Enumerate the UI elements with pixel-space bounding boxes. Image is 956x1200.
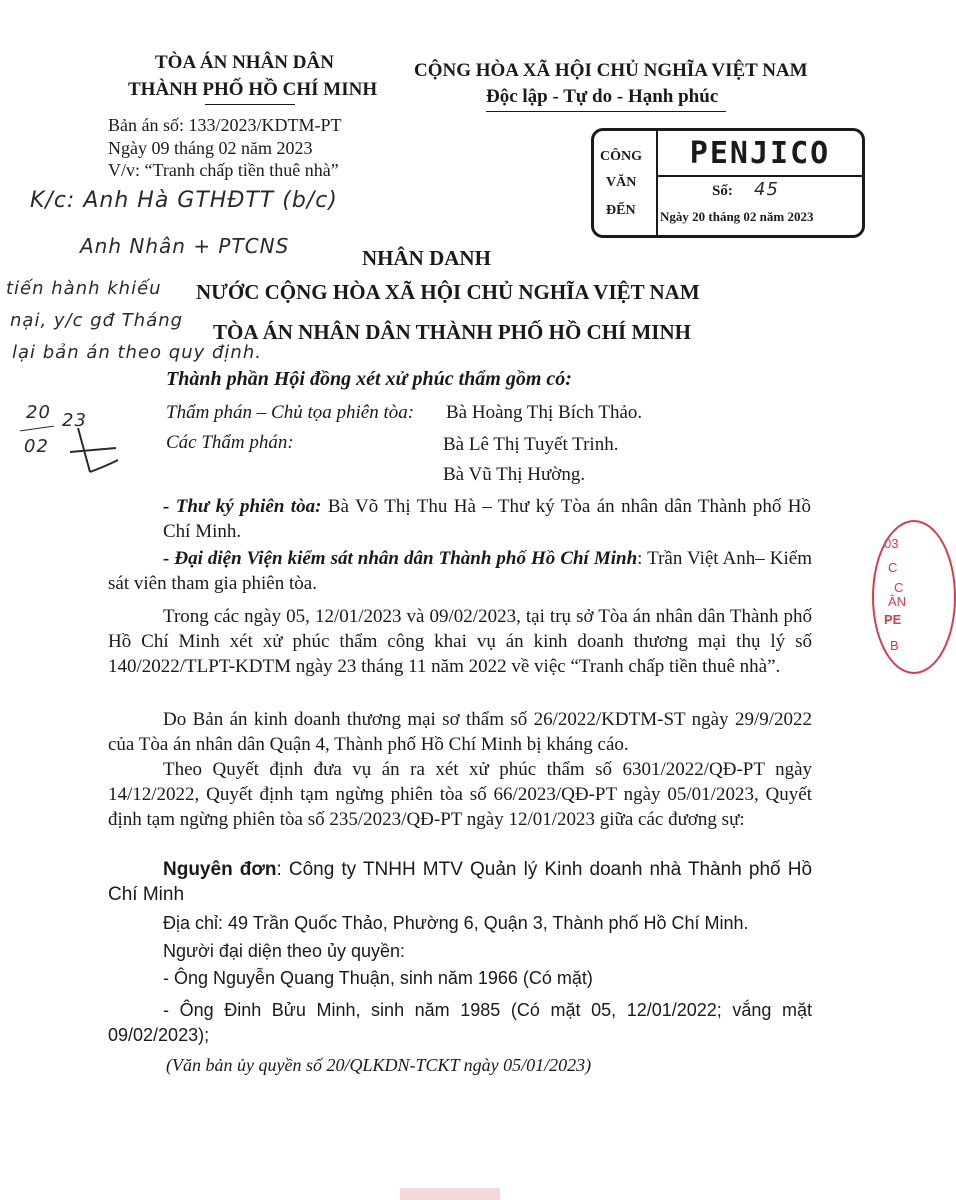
stamp-label-cong: CÔNG xyxy=(600,149,642,164)
procuracy-label: - Đại diện Viện kiểm sát nhân dân Thành phố Hồ Chí Minh xyxy=(163,548,638,569)
stamp-number-label: Số: xyxy=(712,183,733,199)
presiding-judge-name: Bà Hoàng Thị Bích Thảo. xyxy=(446,402,643,423)
red-seal-text-2: C xyxy=(888,560,898,575)
procuracy-paragraph xyxy=(108,546,812,596)
title-nhan-danh: NHÂN DANH xyxy=(362,246,491,270)
handwritten-date-divider xyxy=(20,426,54,432)
penjico-logo: PENJICO xyxy=(658,131,862,177)
handwritten-date-month: 02 xyxy=(24,436,49,457)
republic-name: CỘNG HÒA XÃ HỘI CHỦ NGHĨA VIỆT NAM xyxy=(414,60,808,81)
incoming-document-stamp xyxy=(591,128,865,238)
judges-label: Các Thẩm phán: xyxy=(166,432,294,453)
stamp-number-value: 45 xyxy=(754,179,779,200)
handwritten-date-year: 23 xyxy=(62,410,87,431)
representative-2: - Ông Đinh Bửu Minh, sinh năm 1985 (Có mặt 05, 12/01/2022; vắng mặt 09/02/2023); xyxy=(108,1000,812,1045)
stamp-label-column xyxy=(594,131,658,235)
court-name-line2: THÀNH PHỐ HỒ CHÍ MINH xyxy=(128,79,378,100)
red-seal-text-5: PE xyxy=(884,612,902,627)
judgment-date: Ngày 09 tháng 02 năm 2023 xyxy=(108,138,313,158)
handwritten-note-line5: lại bản án theo quy định. xyxy=(12,342,262,363)
procuracy-text: : Trần Việt Anh– Kiểm sát viên tham gia phiên tòa. xyxy=(108,548,812,594)
handwritten-date-day: 20 xyxy=(26,402,51,423)
panel-heading: Thành phần Hội đồng xét xử phúc thẩm gồm có: xyxy=(166,368,572,390)
bottom-edge-mark xyxy=(400,1188,500,1200)
handwritten-note-line3: tiến hành khiếu xyxy=(6,278,162,299)
title-republic: NƯỚC CỘNG HÒA XÃ HỘI CHỦ NGHĨA VIỆT NAM xyxy=(196,280,700,304)
motto-underline xyxy=(486,111,726,112)
handwritten-note-line4: nại, y/c gđ Tháng xyxy=(10,310,184,331)
red-seal-text-3: C xyxy=(894,580,904,595)
court-name-line1: TÒA ÁN NHÂN DÂN xyxy=(155,52,334,73)
red-seal-text-4: ÂN xyxy=(888,594,907,609)
stamp-label-den: ĐẾN xyxy=(606,203,636,218)
stamp-received-date: Ngày 20 tháng 02 năm 2023 xyxy=(660,209,814,224)
clerk-paragraph xyxy=(163,494,811,544)
judgment-subject: V/v: “Tranh chấp tiền thuê nhà” xyxy=(108,160,339,180)
representative-heading: Người đại diện theo ủy quyền: xyxy=(163,941,406,961)
plaintiff-address: Địa chỉ: 49 Trần Quốc Thảo, Phường 6, Quận 3, Thành phố Hồ Chí Minh. xyxy=(163,913,749,933)
clerk-label: - Thư ký phiên tòa: xyxy=(163,496,322,517)
court-name-underline xyxy=(205,104,295,105)
appeal-paragraph: Do Bản án kinh doanh thương mại sơ thẩm số 26/2022/KDTM-ST ngày 29/9/2022 của Tòa án nhân dân Quận 4, Thành phố Hồ Chí Minh bị kháng cáo. xyxy=(108,709,812,755)
clerk-text: Bà Võ Thị Thu Hà – Thư ký Tòa án nhân dân Thành phố Hồ Chí Minh. xyxy=(163,496,811,542)
decision-paragraph: Theo Quyết định đưa vụ án ra xét xử phúc thẩm số 6301/2022/QĐ-PT ngày 14/12/2022, Quyết định tạm ngừng phiên tòa số 66/2023/QĐ-PT ngày 05/01/2023, Quyết định tạm ngừng phiên tòa số 235/2023/QĐ-PT ngày 12/01/2023 giữa các đương sự: xyxy=(108,759,812,830)
red-seal-partial xyxy=(872,520,956,674)
red-seal-text-6: B xyxy=(890,638,899,653)
handwritten-note-line1: K/c: Anh Hà GTHĐTT (b/c) xyxy=(30,188,338,213)
judge-2-name: Bà Vũ Thị Hường. xyxy=(443,464,586,485)
handwritten-signature-icon xyxy=(66,420,126,480)
stamp-label-van: VĂN xyxy=(606,175,637,190)
representative-1: - Ông Nguyễn Quang Thuận, sinh năm 1966 (Có mặt) xyxy=(163,968,593,988)
presiding-judge-label: Thẩm phán – Chủ tọa phiên tòa: xyxy=(166,402,415,423)
red-seal-text-1: 03 xyxy=(884,536,899,551)
authorization-note: (Văn bản ủy quyền số 20/QLKDN-TCKT ngày 05/01/2023) xyxy=(166,1055,592,1075)
plaintiff-text: : Công ty TNHH MTV Quản lý Kinh doanh nhà Thành phố Hồ Chí Minh xyxy=(108,859,813,905)
handwritten-note-line2: Anh Nhân + PTCNS xyxy=(80,234,290,258)
national-motto: Độc lập - Tự do - Hạnh phúc xyxy=(486,86,719,107)
judge-1-name: Bà Lê Thị Tuyết Trinh. xyxy=(443,434,619,455)
judgment-number: Bản án số: 133/2023/KDTM-PT xyxy=(108,115,342,135)
title-court: TÒA ÁN NHÂN DÂN THÀNH PHỐ HỒ CHÍ MINH xyxy=(213,320,691,344)
hearing-paragraph: Trong các ngày 05, 12/01/2023 và 09/02/2023, tại trụ sở Tòa án nhân dân Thành phố Hồ Chí Minh xét xử phúc thẩm công khai vụ án kinh doanh thương mại thụ lý số 140/2022/TLPT-KDTM ngày 23 tháng 11 năm 2022 về việc “Tranh chấp tiền thuê nhà”. xyxy=(108,606,812,677)
plaintiff-paragraph xyxy=(108,857,812,907)
plaintiff-label: Nguyên đơn xyxy=(163,859,277,880)
